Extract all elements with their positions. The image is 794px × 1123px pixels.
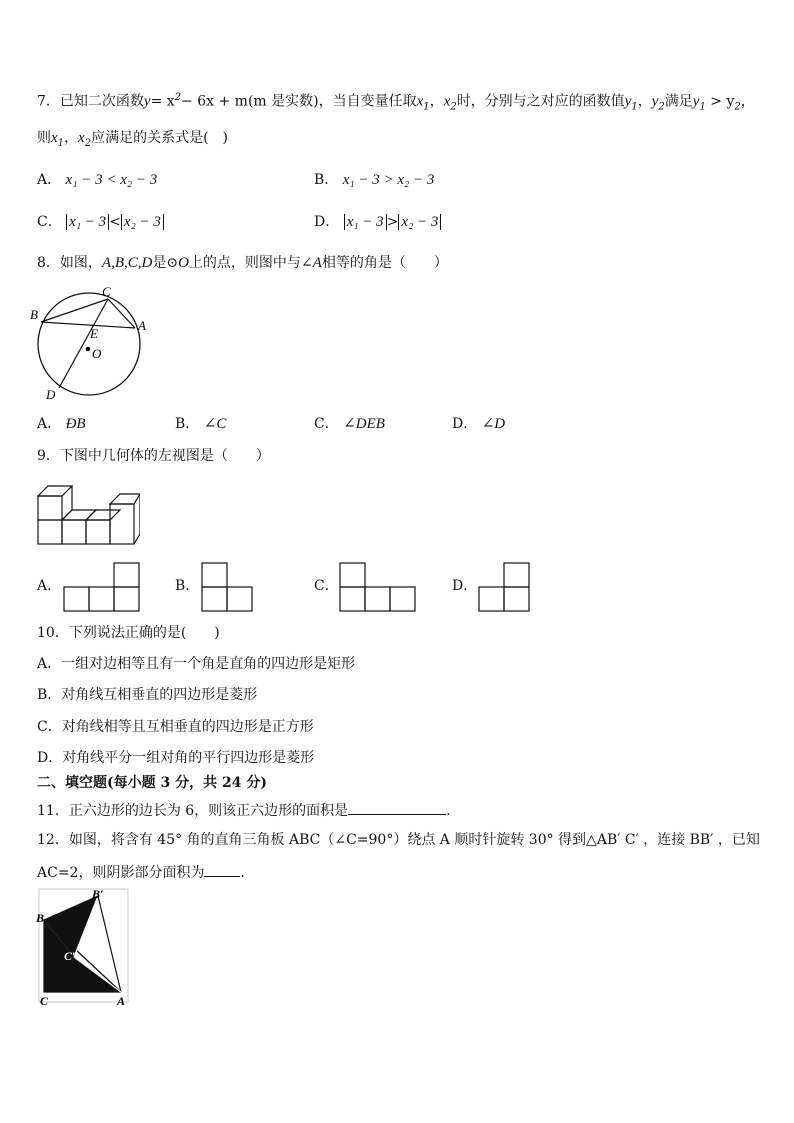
q7-option-d[interactable]: D． x₁ − 3 > x₂ − 3 — [314, 212, 441, 232]
q7-option-c[interactable]: C． x₁ − 3 < x₂ − 3 — [37, 212, 164, 232]
label-c: C — [102, 284, 111, 299]
label-b: B — [30, 307, 38, 322]
chord-ca — [108, 299, 135, 328]
q8-option-a[interactable]: A． ÐB — [37, 416, 86, 432]
q9-option-a-label[interactable]: A． — [37, 578, 62, 594]
chord-ba — [41, 322, 135, 328]
q7-line1: 7．已知二次函数$y= x^2- 6x + m(m$ 是实数)，当自变量任取$x_1$，$x_2$时，分别与之对应的函数值$y_1$，$y_2$满足$y_1 > y_2$， — [37, 92, 755, 113]
label-o: O — [92, 346, 102, 361]
q7-option-b[interactable]: B． x₁ − 3 > x₂ − 3 — [314, 172, 435, 188]
q9-option-b-label[interactable]: B． — [175, 578, 200, 594]
q11-answer-blank[interactable] — [348, 800, 446, 815]
center-dot — [86, 347, 91, 352]
q9-option-d-label[interactable]: D． — [452, 578, 478, 594]
q7-option-a[interactable]: A． x₁ − 3 < x₂ − 3 — [37, 172, 158, 188]
q9-option-a-view[interactable] — [62, 561, 142, 613]
q8-line: 8．如图，A,B,C,D是⊙O上的点，则图中与∠A相等的角是（ ） — [37, 255, 448, 271]
circle-o — [38, 293, 140, 395]
label-d: D — [46, 387, 56, 402]
q12-line2: AC=2，则阴影部分面积为 ． — [37, 862, 254, 883]
section-title: 二、填空题(每小题 3 分，共 24 分) — [37, 775, 267, 791]
solid-figure — [36, 478, 140, 546]
label-b-prime: B′ — [92, 887, 104, 901]
q8-option-b[interactable]: B． ∠C — [175, 416, 227, 432]
label-c2: C — [40, 994, 49, 1008]
q7-line2: 则$x_1$，$x_2$应满足的关系式是( ) — [37, 130, 229, 149]
label-b2: B — [36, 911, 45, 925]
q12-line1: 12．如图，将含有 45° 角的直角三角板 ABC（∠C=90°）绕点 A 顺时针旋转 30° 得到△AB′ C′ ，连接 BB′ ，已知 — [37, 832, 760, 848]
q10-option-b[interactable]: B．对角线互相垂直的四边形是菱形 — [37, 687, 258, 703]
q10-line: 10．下列说法正确的是( ) — [37, 625, 220, 641]
q11-line: 11．正六边形的边长为 6，则该正六边形的面积是 . — [37, 800, 451, 821]
triangle-figure — [34, 886, 130, 1008]
q8-option-c[interactable]: C． ∠DEB — [314, 416, 385, 432]
q10-option-d[interactable]: D．对角线平分一组对角的平行四边形是菱形 — [37, 750, 315, 766]
q10-option-a[interactable]: A．一组对边相等且有一个角是直角的四边形是矩形 — [37, 656, 356, 672]
q9-option-b-view[interactable] — [200, 561, 256, 613]
label-a: A — [138, 318, 146, 333]
label-a2: A — [117, 994, 126, 1008]
q10-option-c[interactable]: C．对角线相等且互相垂直的四边形是正方形 — [37, 719, 314, 735]
label-c-prime: C′ — [64, 949, 76, 963]
q9-line: 9．下图中几何体的左视图是（ ） — [37, 448, 270, 464]
chord-cd — [59, 299, 108, 388]
q9-option-c-label[interactable]: C． — [314, 578, 339, 594]
q12-answer-blank[interactable] — [204, 862, 240, 877]
q9-option-d-view[interactable] — [477, 561, 533, 613]
q9-option-c-view[interactable] — [338, 561, 418, 613]
circle-figure — [28, 282, 158, 406]
label-e: E — [90, 326, 98, 341]
q8-option-d[interactable]: D． ∠D — [452, 416, 506, 432]
